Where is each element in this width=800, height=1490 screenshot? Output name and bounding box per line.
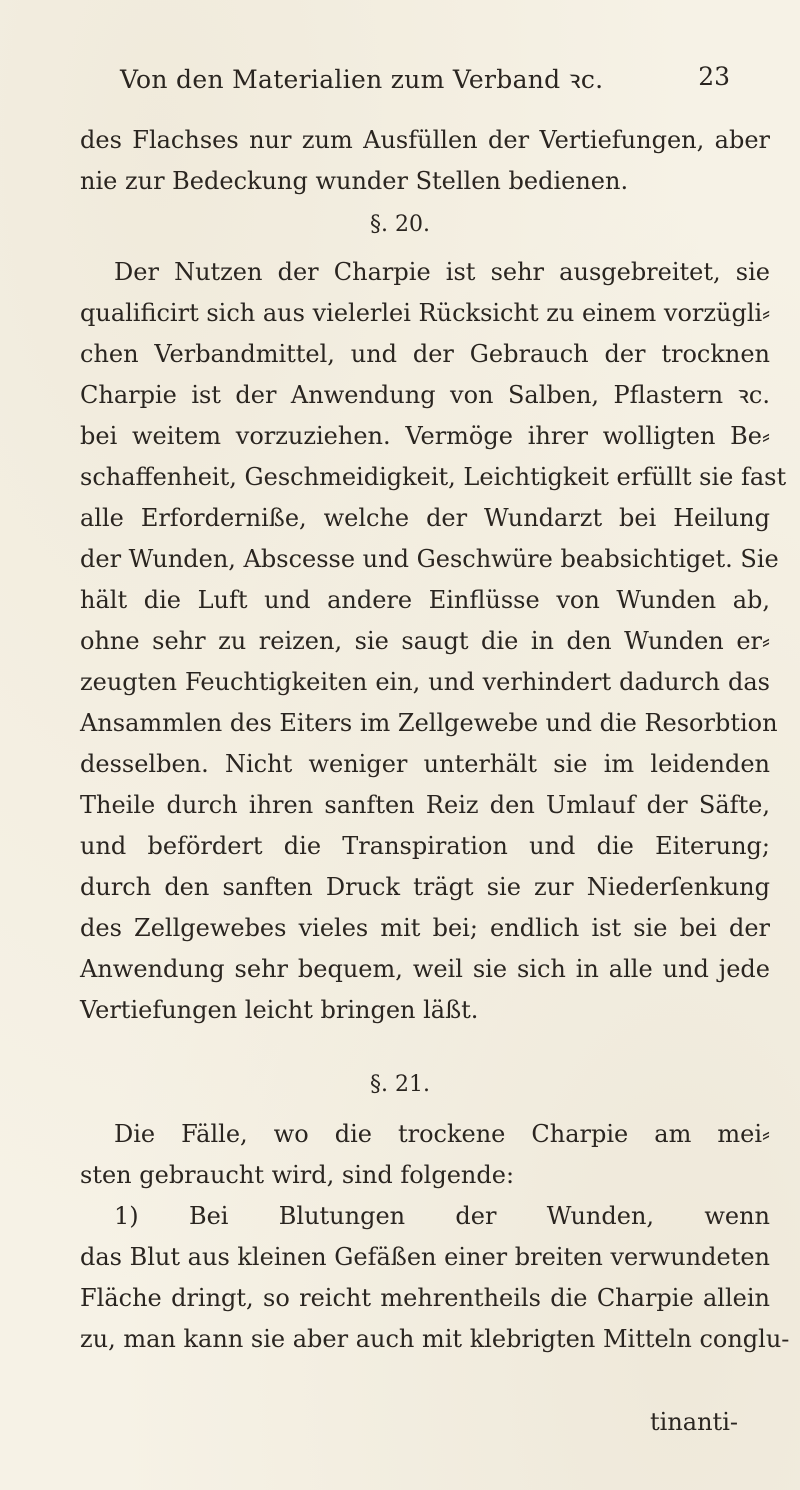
text-line: Fläche dringt, so reicht mehrentheils die Charpie allein bbox=[80, 1284, 770, 1312]
text-line: nie zur Bedeckung wunder Stellen bedienen. bbox=[80, 167, 629, 195]
text-line: qualificirt sich aus vielerlei Rücksicht zu einem vorzügli⸗ bbox=[80, 299, 771, 327]
catchword: tinanti- bbox=[650, 1408, 738, 1436]
text-line: Vertiefungen leicht bringen läßt. bbox=[80, 996, 479, 1024]
text-line: schaffenheit, Geschmeidigkeit, Leichtigkeit erfüllt sie fast bbox=[80, 463, 787, 491]
text-line: alle Erforderniße, welche der Wundarzt bei Heilung bbox=[80, 504, 770, 532]
text-line: Die Fälle, wo die trockene Charpie am mei⸗ bbox=[114, 1120, 770, 1148]
text-line: Theile durch ihren sanften Reiz den Umlauf der Säfte, bbox=[80, 791, 770, 819]
text-line: zeugten Feuchtigkeiten ein, und verhindert dadurch das bbox=[80, 668, 770, 696]
paragraph-continuation bbox=[80, 120, 770, 202]
text-line: sten gebraucht wird, sind folgende: bbox=[80, 1161, 515, 1189]
text-line: zu, man kann sie aber auch mit klebrigten Mitteln conglu- bbox=[80, 1325, 790, 1353]
text-line: Der Nutzen der Charpie ist sehr ausgebreitet, sie bbox=[114, 258, 770, 286]
text-line: desselben. Nicht weniger unterhält sie im leidenden bbox=[80, 750, 770, 778]
text-line: Charpie ist der Anwendung von Salben, Pflastern ꝛc. bbox=[80, 381, 770, 409]
text-line: 1) Bei Blutungen der Wunden, wenn bbox=[114, 1202, 770, 1230]
text-line: chen Verbandmittel, und der Gebrauch der trocknen bbox=[80, 340, 770, 368]
page-number: 23 bbox=[698, 62, 730, 91]
text-line: bei weitem vorzuziehen. Vermöge ihrer wolligten Be⸗ bbox=[80, 422, 770, 450]
text-line: Anwendung sehr bequem, weil sie sich in alle und jede bbox=[80, 955, 770, 983]
section-heading-21: §. 21. bbox=[370, 1072, 430, 1097]
section-heading-20: §. 20. bbox=[370, 212, 430, 237]
paragraph-section-21 bbox=[80, 1114, 790, 1360]
text-line: das Blut aus kleinen Gefäßen einer breiten verwundeten bbox=[80, 1243, 770, 1271]
text-line: durch den sanften Druck trägt sie zur Niederſenkung bbox=[80, 873, 770, 901]
text-line: des Flachses nur zum Ausfüllen der Vertiefungen, aber bbox=[80, 126, 770, 154]
text-line: Ansammlen des Eiters im Zellgewebe und die Resorbtion bbox=[80, 709, 778, 737]
text-line: ohne sehr zu reizen, sie saugt die in den Wunden er⸗ bbox=[80, 627, 770, 655]
running-title: Von den Materialien zum Verband ꝛc. bbox=[120, 65, 604, 94]
running-header bbox=[120, 62, 730, 98]
text-line: des Zellgewebes vieles mit bei; endlich ist sie bei der bbox=[80, 914, 770, 942]
text-line: und befördert die Transpiration und die Eiterung; bbox=[80, 832, 770, 860]
text-line: der Wunden, Abscesse und Geschwüre beabsichtiget. Sie bbox=[80, 545, 779, 573]
paragraph-section-20 bbox=[80, 252, 787, 1031]
text-line: hält die Luft und andere Einflüsse von Wunden ab, bbox=[80, 586, 770, 614]
